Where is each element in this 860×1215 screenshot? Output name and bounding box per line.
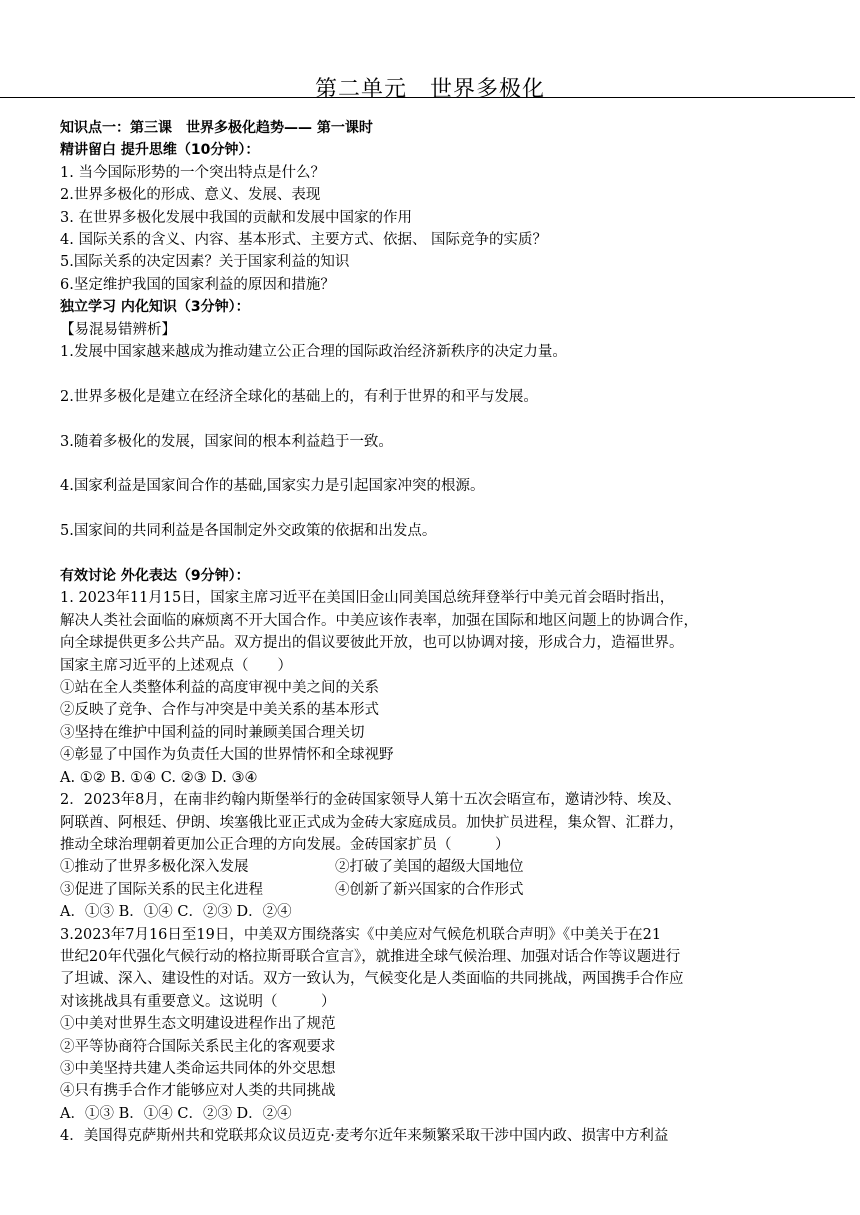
answer-space[interactable] [60,498,820,520]
question-text-line: 4．美国得克萨斯州共和党联邦众议员迈克·麦考尔近年来频繁采取干涉中国内政、损害中方利益 [60,1128,669,1145]
list-item: 1. 当今国际形势的一个突出特点是什么？ [60,164,325,181]
question-option: ④创新了新兴国家的合作形式 [335,881,524,898]
question-option: ③中美坚持共建人类命运共同体的外交思想 [60,1060,336,1077]
list-item: 3. 在世界多极化发展中我国的贡献和发展中国家的作用 [60,209,412,226]
document-body [60,117,820,1148]
list-item: 6.坚定维护我国的国家利益的原因和措施？ [60,276,335,293]
answer-space[interactable] [60,543,820,565]
list-item: 4.国家利益是国家间合作的基础,国家实力是引起国家冲突的根源。 [60,478,485,495]
answer-space[interactable] [60,363,820,385]
question-option-row [60,879,820,901]
page-title: 第二单元 世界多极化 [314,77,545,102]
section-subheading: 【易混易错辨析】 [60,321,176,338]
question-text-line: 3.2023年7月16日至19日，中美双方围绕落实《中美应对气候危机联合声明》《中美关于在21 [60,926,662,943]
title-underline [0,97,855,98]
question-option: ③坚持在维护中国利益的同时兼顾美国合理关切 [60,724,365,741]
list-item: 3.随着多极化的发展，国家间的根本利益趋于一致。 [60,433,393,450]
answer-space[interactable] [60,453,820,475]
question-text-line: 2．2023年8月，在南非约翰内斯堡举行的金砖国家领导人第十五次会晤宣布，邀请沙特、埃及、 [60,792,681,809]
question-option: ①推动了世界多极化深入发展 [60,859,249,876]
list-item: 1.发展中国家越来越成为推动建立公正合理的国际政治经济新秩序的决定力量。 [60,344,567,361]
question-2 [60,789,820,923]
list-item: 2.世界多极化是建立在经济全球化的基础上的，有利于世界的和平与发展。 [60,388,538,405]
question-option: ④只有携手合作才能够应对人类的共同挑战 [60,1083,336,1100]
question-option: ④彰显了中国作为负责任大国的世界情怀和全球视野 [60,747,394,764]
lecture-question-list [60,162,820,296]
section-heading-independent: 独立学习 内化知识（3分钟）： [60,299,250,316]
list-item: 4. 国际关系的含义、内容、基本形式、主要方式、依据、 国际竞争的实质？ [60,232,548,249]
answer-space[interactable] [60,408,820,430]
question-option: ③促进了国际关系的民主化进程 [60,881,263,898]
section-heading-discussion: 有效讨论 外化表达（9分钟）： [60,568,250,585]
question-option: ②平等协商符合国际关系民主化的客观要求 [60,1038,336,1055]
question-1 [60,587,820,789]
question-3 [60,924,820,1126]
question-option: ①站在全人类整体利益的高度审视中美之间的关系 [60,680,379,697]
knowledge-point-heading: 知识点一：第三课 世界多极化趋势—— 第一课时 [60,120,373,136]
question-text-line: 1. 2023年11月15日，国家主席习近平在美国旧金山同美国总统拜登举行中美元首会晤时指出， [60,590,675,607]
title-block [0,70,860,100]
question-option: ②打破了美国的超级大国地位 [335,859,524,876]
question-4 [60,1125,820,1147]
question-text-line: 了坦诚、深入、建设性的对话。双方一致认为，气候变化是人类面临的共同挑战，两国携手合作应 [60,971,684,988]
question-text-line: 解决人类社会面临的麻烦离不开大国合作。中美应该作表率，加强在国际和地区问题上的协调合作， [60,612,698,629]
question-text-line: 世纪20年代强化气候行动的格拉斯哥联合宣言》，就推进全球气候治理、加强对话合作等议题进行 [60,948,681,965]
question-option: ②反映了竞争、合作与冲突是中美关系的基本形式 [60,702,379,719]
section-heading-lecture: 精讲留白 提升思维（10分钟）： [60,142,260,159]
question-option: ①中美对世界生态文明建设进程作出了规范 [60,1016,336,1033]
question-option-row [60,856,820,878]
question-text-line: 对该挑战具有重要意义。这说明（ ） [60,993,336,1010]
answer-choices: A. ①② B. ①④ C. ②③ D. ③④ [60,769,258,786]
list-item: 5.国家间的共同利益是各国制定外交政策的依据和出发点。 [60,523,437,540]
answer-choices: A．①③ B．①④ C．②③ D．②④ [60,1105,292,1122]
question-text-line: 阿联酋、阿根廷、伊朗、埃塞俄比亚正式成为金砖大家庭成员。加快扩员进程，集众智、汇群力， [60,814,684,831]
question-text-line: 推动全球治理朝着更加公正合理的方向发展。金砖国家扩员（ ） [60,836,510,853]
judgement-list [60,341,820,565]
question-text-line: 国家主席习近平的上述观点（ ） [60,657,292,674]
list-item: 5.国际关系的决定因素？关于国家利益的知识 [60,254,350,271]
question-text-line: 向全球提供更多公共产品。双方提出的倡议要彼此开放，也可以协调对接，形成合力，造福世界。 [60,635,684,652]
list-item: 2.世界多极化的形成、意义、发展、表现 [60,187,321,204]
answer-choices: A．①③ B．①④ C．②③ D．②④ [60,904,292,921]
